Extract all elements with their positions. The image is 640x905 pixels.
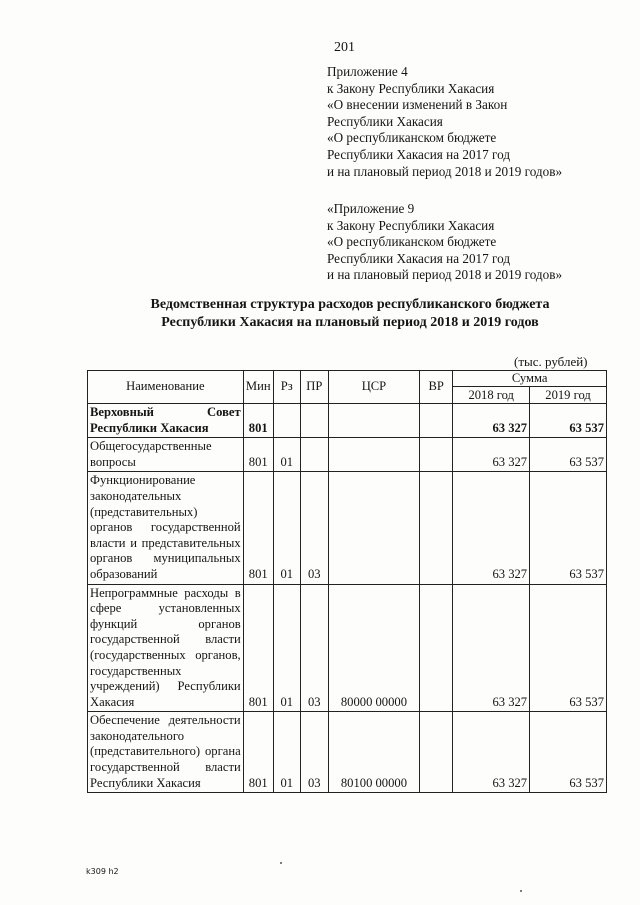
header-row [88,371,607,387]
page-number: 201 [334,40,355,55]
annex-line: «О республиканском бюджете [327,130,497,146]
row-name: Обеспечение деятельности законодательного (представительного) органа государственной власти Республики Хакасия [88,712,244,793]
row-2019: 63 537 [530,404,607,438]
annex-header [327,64,562,180]
row-rz: 01 [273,438,300,472]
row-2019: 63 537 [530,712,607,793]
row-2018: 63 327 [453,584,530,712]
row-rz: 01 [273,712,300,793]
row-rz: 01 [273,472,300,584]
row-rz: 01 [273,584,300,712]
title-line-2: Республики Хакасия на плановый период 2018 и 2019 годов [161,315,539,330]
header-2018: 2018 год [453,387,530,404]
header-2019: 2019 год [530,387,607,404]
row-pr: 03 [300,584,328,712]
annex-sub-line: Республики Хакасия на 2017 год [327,250,511,266]
header-min: Мин [243,371,273,404]
table-row [88,584,607,712]
table-row [88,712,607,793]
annex-line: и на плановый период 2018 и 2019 годов» [327,163,563,179]
row-min: 801 [243,472,273,584]
row-2019: 63 537 [530,472,607,584]
row-pr: 03 [300,712,328,793]
row-2019: 63 537 [530,438,607,472]
row-vr [420,712,453,793]
annex-sub-header [327,201,562,284]
row-pr [300,404,328,438]
row-pr [300,438,328,472]
row-vr [420,404,453,438]
row-csr: 80100 00000 [328,712,419,793]
title-line-1: Ведомственная структура расходов республиканского бюджета [150,297,550,312]
annex-line: Приложение 4 [327,64,408,79]
annex-sub-line: и на плановый период 2018 и 2019 годов» [327,267,563,283]
annex-line: к Закону Республики Хакасия [327,80,495,96]
row-csr [328,404,419,438]
document-title [90,296,610,332]
table-row [88,404,607,438]
header-sum: Сумма [453,371,607,387]
row-2018: 63 327 [453,472,530,584]
row-min: 801 [243,404,273,438]
row-name: Верховный Совет Республики Хакасия [88,404,244,438]
scan-speck [280,862,282,864]
row-name: Функционирование законодательных (представительных) органов государственной власти и представительных органов муниципальных образований [88,472,244,584]
annex-sub-line: к Закону Республики Хакасия [327,217,495,233]
annex-sub-line: «Приложение 9 [327,201,415,216]
header-name: Наименование [88,371,244,404]
header-pr: ПР [300,371,328,404]
row-rz [273,404,300,438]
footer-code: k309 h2 [86,867,119,876]
scan-speck [520,890,522,892]
row-min: 801 [243,712,273,793]
row-2018: 63 327 [453,404,530,438]
annex-line: Республики Хакасия на 2017 год [327,146,511,162]
header-vr: ВР [420,371,453,404]
table-row [88,438,607,472]
row-name: Общегосударственные вопросы [88,438,244,472]
row-vr [420,472,453,584]
row-csr [328,472,419,584]
row-csr: 80000 00000 [328,584,419,712]
row-vr [420,584,453,712]
annex-line: Республики Хакасия [327,113,443,129]
units-label: (тыс. рублей) [514,354,588,369]
row-min: 801 [243,438,273,472]
row-csr [328,438,419,472]
table-row [88,472,607,584]
row-2018: 63 327 [453,438,530,472]
row-2019: 63 537 [530,584,607,712]
row-pr: 03 [300,472,328,584]
row-min: 801 [243,584,273,712]
annex-line: «О внесении изменений в Закон [327,97,508,113]
row-name: Непрограммные расходы в сфере установленных функций органов государственной власти (государственных органов, государственных учреждений) Республики Хакасия [88,584,244,712]
header-csr: ЦСР [328,371,419,404]
row-vr [420,438,453,472]
budget-table [87,370,607,793]
header-rz: Рз [273,371,300,404]
annex-sub-line: «О республиканском бюджете [327,234,497,250]
row-2018: 63 327 [453,712,530,793]
